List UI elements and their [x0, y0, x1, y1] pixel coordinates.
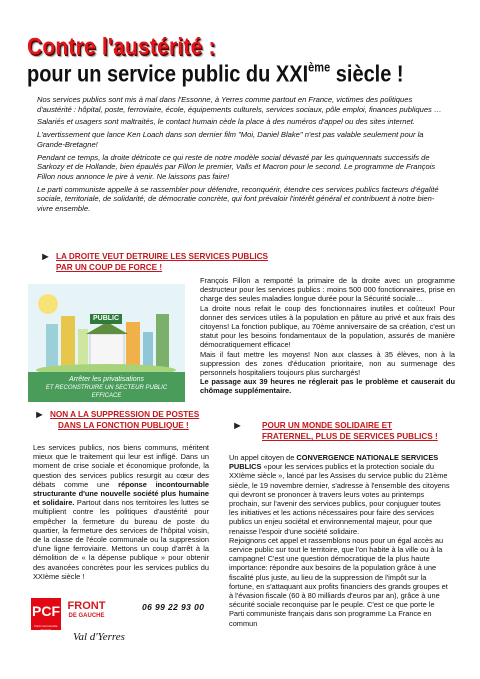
title-line2-main: pour un service public du XXI [27, 62, 309, 88]
title-line1: Contre l'austérité : [27, 34, 216, 61]
title-line2-sup: ème [308, 61, 331, 75]
section1-body [200, 276, 455, 396]
section3-text-c: «pour les services publics et la protection sociale du XXIème siècle », lancé par les Assises du service public du 21ème siècle, le 19 novembre dernier, s'adresse à l'ensemble des citoyens qui devront se prononcer à travers leurs votes au printemps prochain, sur l'avenir des services publics, pour conjuguer toutes les initiatives et les actions nécessaires pour faire des services publics un enjeu sociétal et environnemental majeur, pour que renaisse l'espoir d'une société solidaire. [229, 462, 450, 536]
section2-heading-line1: NON A LA SUPPRESSION DE POSTES [50, 410, 200, 419]
section1-heading-line2: PAR UN COUP DE FORCE ! [56, 263, 163, 272]
fdg-line1: FRONT [67, 600, 106, 612]
fdg-line2: DE GAUCHE [68, 613, 105, 619]
section2-heading-line2: DANS LA FONCTION PUBLIQUE ! [58, 421, 189, 430]
pcf-logo [31, 598, 61, 630]
front-de-gauche-logo [64, 600, 109, 629]
illustration-banner: PUBLIC [92, 315, 120, 322]
play-arrow-icon: ► [40, 251, 51, 263]
section3-body [229, 453, 451, 628]
section1-p2: La droite nous refait le coup des fonctionnaires inutiles et coûteux! Pour donner des services utiles à la population en pâture au privé et aux frais des citoyens! La fonction publique, au 70ème anniversaire de sa création, c'est un statut pour les besoins fondamentaux de la population, assurés de manière démocratiquement efficace! [200, 303, 455, 350]
caption-line1: Arrêter les privatisations [68, 376, 145, 383]
intro-p3: L'avertissement que lance Ken Loach dans son dernier film "Moi, Daniel Blake" n'est pas valable seulement pour la Grande-Bretagne! [37, 130, 424, 149]
play-arrow-icon: ► [232, 420, 243, 432]
pcf-logo-sub: Parti communiste français [34, 624, 58, 632]
intro-p1: Nos services publics sont mis à mal dans l'Essonne, à Yerres comme partout en France, victimes des politiques d'austérité : hôpital, poste, ferroviaire, école, équipements culturels, services sociaux, pôle emploi, finances publiques … [37, 95, 442, 114]
pcf-logo-text: PCF [32, 603, 60, 619]
section1-p1: François Fillon a remporté la primaire de la droite avec un programme destructeur pour les services publics : moins 500 000 fonctionnaires, prise en charge des seules maladies longue durée pour la Sécurité sociale… [200, 276, 455, 304]
intro-p5: Le parti communiste appelle à se rassembler pour défendre, reconquérir, étendre ces services publics facteurs d'égalité sociale, territoriale, de solidarité, de démocratie concrète, qui font prévaloir l'intérêt général et contribuent à notre bien-vivre ensemble. [37, 184, 439, 214]
section2-text [33, 443, 209, 581]
section3-text1 [229, 453, 451, 536]
title-line2-end: siècle ! [330, 62, 404, 88]
section3-text-a: Un appel citoyen de [229, 453, 297, 462]
play-arrow-icon: ► [34, 409, 45, 421]
local-section-name: Val d'Yerres [73, 631, 125, 643]
intro [37, 95, 447, 219]
section2-text-a: Les services publics, nos biens communs, méritent mieux que le traitement qui leur est infligé. Dans un moment de crise sociale et économique profonde, la question des services publics resurgit au cœur des débats comme une [33, 443, 209, 489]
section2-body [33, 443, 209, 581]
section1-p4: Le passage aux 39 heures ne réglerait pas le problème et causerait du chômage supplémentaire. [200, 377, 455, 396]
section2-text-b: réponse incontournable structurante d'une nouvelle société plus humaine et solidaire. [33, 479, 209, 508]
caption-line2: ET RECONSTRUIRE UN SECTEUR PUBLIC EFFICACE [45, 385, 168, 399]
section2-text-c: Partout dans nos territoires les luttes se multiplient contre les politiques d'austérité pour empêcher la fermeture du bureau de poste du quartier, la fermeture des services de l'hôpital voisin, de la classe de l'école communale ou la suppression d'une ligne ferroviaire. Mettons un coup d'arrêt à la démolition de « la dépense publique » pour obtenir des avancées concrètes pour les services publics du XXIème siècle ! [33, 498, 209, 581]
phone-number: 06 99 22 93 00 [142, 602, 205, 612]
intro-p2: Salariés et usagers sont maltraités, le contact humain cède la place à des numéros d'appel ou des sites internet. [37, 117, 415, 127]
section3-text-b: CONVERGENCE NATIONALE SERVICES PUBLICS [229, 453, 439, 472]
illustration [28, 284, 185, 402]
section1-heading-line1: LA DROITE VEUT DETRUIRE LES SERVICES PUBLICS [56, 252, 268, 261]
illustration-caption [34, 376, 179, 400]
section1-p3: Mais il faut mettre les moyens! Non aux classes à 35 élèves, non à la suppression des zones d'éducation prioritaire, non au surmenage des personnels hospitaliers toujours plus surchargés! [200, 349, 455, 378]
intro-p4: Pendant ce temps, la droite détricote ce qui reste de notre modèle social dévasté par les quinquennats successifs de Sarkozy et de Hollande, bien épaulés par Fillon le premier, Valls et Macron pour le second. Le programme de François Fillon nous annonce le pire à venir. Ne laissons pas faire! [37, 152, 436, 181]
title-line2 [27, 61, 404, 89]
section3-text2: Rejoignons cet appel et rassemblons nous pour un égal accès au service public sur tout le territoire, que l'on habite à la ville ou à la campagne! C'est une question démocratique de la plus haute importance: répondre aux besoins de la population grâce à une fiscalité plus juste, au lieu de la suppression de l'impôt sur la fortune, en s'attaquant aux profits financiers des grands groupes et à l'évasion fiscale (60 à 80 milliards d'euros par an), grâce à une sécurité sociale reconquise par le peuple. C'est ce que porte le Parti communiste français dans son programme La France en commun [229, 535, 448, 628]
section3-heading-line2: FRATERNEL, PLUS DE SERVICES PUBLICS ! [262, 432, 438, 441]
section3-heading-line1: POUR UN MONDE SOLIDAIRE ET [262, 421, 393, 430]
